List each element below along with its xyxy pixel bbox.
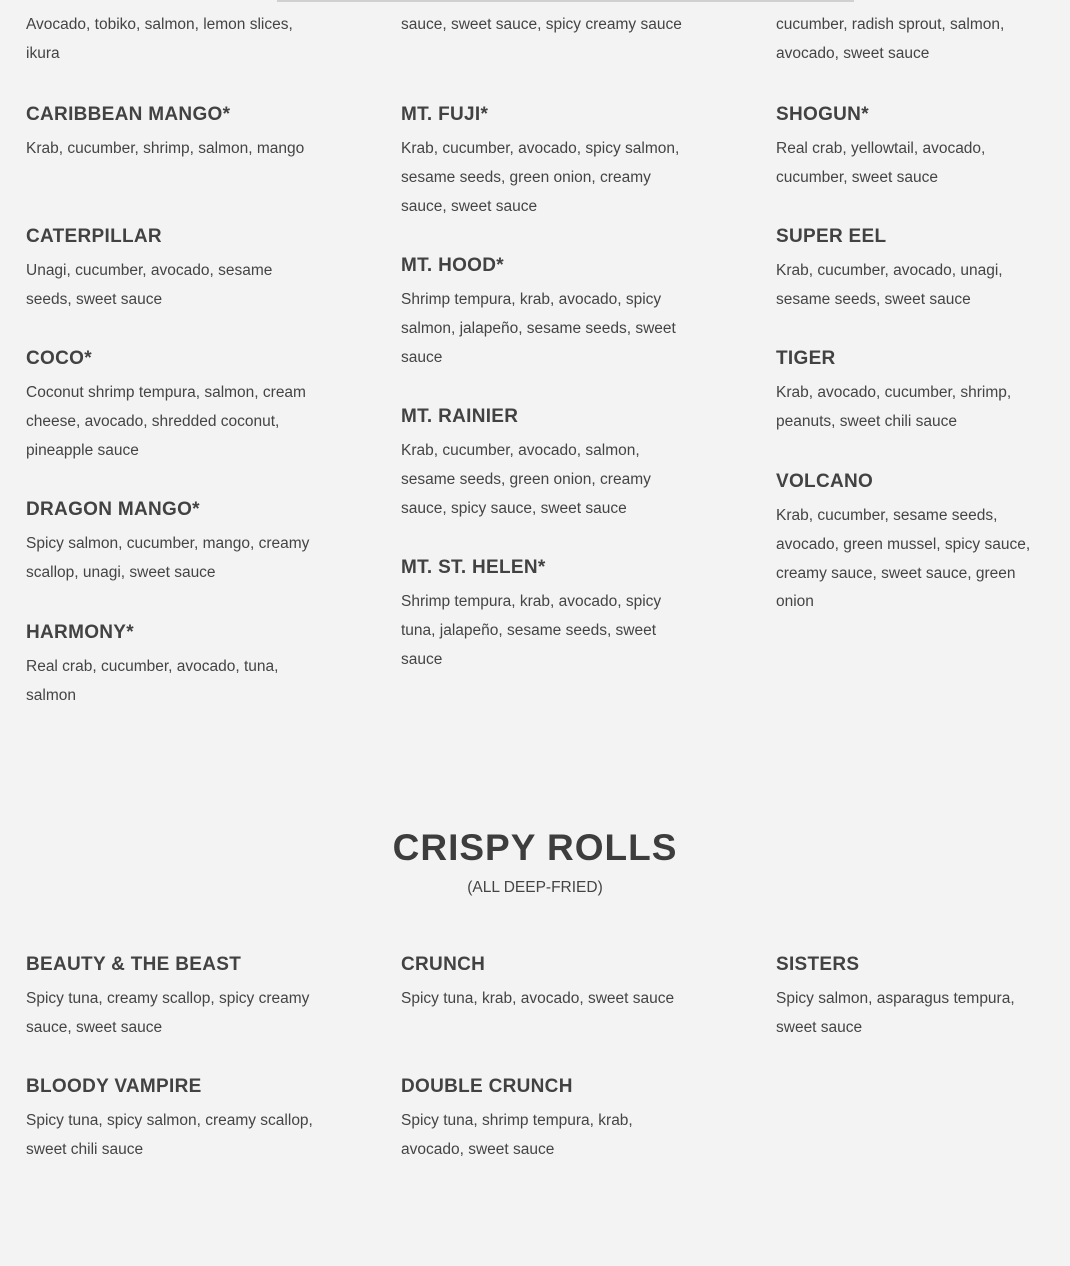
menu-item-partial: [401, 11, 691, 40]
menu-item-name: COCO*: [26, 348, 92, 369]
menu-item-name: CARIBBEAN MANGO*: [26, 104, 231, 125]
menu-item: [401, 104, 691, 221]
menu-item-name: BEAUTY & THE BEAST: [26, 954, 242, 975]
menu-item-name: DOUBLE CRUNCH: [401, 1076, 573, 1097]
menu-item-name: CATERPILLAR: [26, 226, 162, 247]
menu-item: [776, 104, 1046, 193]
menu-item: [26, 226, 316, 315]
menu-item-description: Coconut shrimp tempura, salmon, cream cheese, avocado, shredded coconut, pineapple sauce: [26, 384, 306, 459]
menu-item-name: DRAGON MANGO*: [26, 499, 200, 520]
menu-item: [26, 1076, 316, 1165]
menu-item-name: MT. ST. HELEN*: [401, 557, 546, 578]
menu-item-description: Krab, cucumber, avocado, unagi, sesame seeds, sweet sauce: [776, 262, 1003, 308]
menu-item-description: Real crab, yellowtail, avocado, cucumber, sweet sauce: [776, 140, 986, 186]
menu-item: [26, 104, 316, 164]
menu-item-name: MT. FUJI*: [401, 104, 489, 125]
menu-item-description: Shrimp tempura, krab, avocado, spicy tuna, jalapeño, sesame seeds, sweet sauce: [401, 593, 662, 668]
section-subtitle: (ALL DEEP-FRIED): [467, 879, 603, 896]
menu-item-name: MT. HOOD*: [401, 255, 504, 276]
menu-item-name: BLOODY VAMPIRE: [26, 1076, 202, 1097]
menu-item-description: sauce, sweet sauce, spicy creamy sauce: [401, 16, 682, 33]
menu-item: [776, 348, 1046, 437]
menu-item: [26, 622, 316, 711]
menu-item-description: Shrimp tempura, krab, avocado, spicy salmon, jalapeño, sesame seeds, sweet sauce: [401, 291, 676, 366]
modal-bottom-edge: [277, 0, 854, 2]
menu-item-description: Spicy salmon, cucumber, mango, creamy scallop, unagi, sweet sauce: [26, 535, 310, 581]
menu-item-name: SISTERS: [776, 954, 860, 975]
menu-item-name: SHOGUN*: [776, 104, 869, 125]
menu-item-name: SUPER EEL: [776, 226, 887, 247]
menu-item-description: cucumber, radish sprout, salmon, avocado, sweet sauce: [776, 16, 1005, 62]
menu-item-name: CRUNCH: [401, 954, 486, 975]
menu-item-description: Krab, cucumber, avocado, spicy salmon, sesame seeds, green onion, creamy sauce, sweet sauce: [401, 140, 680, 215]
menu-item-description: Unagi, cucumber, avocado, sesame seeds, sweet sauce: [26, 262, 273, 308]
menu-item-description: Krab, cucumber, sesame seeds, avocado, green mussel, spicy sauce, creamy sauce, sweet sauce, green onion: [776, 507, 1031, 611]
menu-item-name: MT. RAINIER: [401, 406, 519, 427]
menu-item: [26, 348, 316, 465]
menu-item-partial: [776, 11, 1046, 69]
menu-item-description: Spicy salmon, asparagus tempura, sweet sauce: [776, 990, 1015, 1036]
menu-item-description: Real crab, cucumber, avocado, tuna, salmon: [26, 658, 279, 704]
menu-item-name: VOLCANO: [776, 471, 874, 492]
menu-item: [776, 471, 1046, 617]
menu-item-description: Krab, cucumber, shrimp, salmon, mango: [26, 140, 305, 157]
menu-item-partial: [26, 11, 316, 69]
menu-item-description: Spicy tuna, creamy scallop, spicy creamy sauce, sweet sauce: [26, 990, 310, 1036]
menu-item: [776, 226, 1046, 315]
menu-item: [401, 255, 691, 372]
menu-item-description: Avocado, tobiko, salmon, lemon slices, ikura: [26, 16, 293, 62]
menu-item-description: Spicy tuna, shrimp tempura, krab, avocado, sweet sauce: [401, 1112, 633, 1158]
menu-item-description: Spicy tuna, spicy salmon, creamy scallop, sweet chili sauce: [26, 1112, 313, 1158]
section-title: CRISPY ROLLS: [392, 827, 678, 868]
menu-item: [26, 499, 316, 588]
menu-item: [401, 954, 691, 1014]
menu-item-description: Krab, avocado, cucumber, shrimp, peanuts, sweet chili sauce: [776, 384, 1012, 430]
menu-item: [401, 1076, 691, 1165]
menu-item-name: HARMONY*: [26, 622, 134, 643]
menu-item-name: TIGER: [776, 348, 836, 369]
menu-item-description: Spicy tuna, krab, avocado, sweet sauce: [401, 990, 675, 1007]
menu-item-description: Krab, cucumber, avocado, salmon, sesame seeds, green onion, creamy sauce, spicy sauce, sweet sauce: [401, 442, 651, 517]
menu-item: [776, 954, 1046, 1043]
menu-item: [401, 557, 691, 674]
menu-item: [26, 954, 316, 1043]
menu-item: [401, 406, 691, 523]
